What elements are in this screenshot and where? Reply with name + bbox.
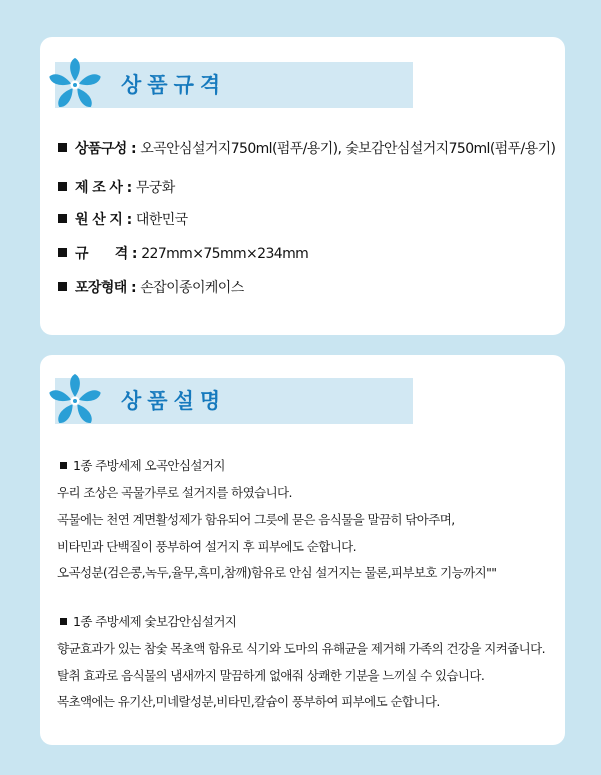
product1-line: 우리 조상은 곡물가루로 설거지를 하였습니다. bbox=[57, 485, 292, 500]
spec-label: 상품구성 bbox=[75, 141, 127, 157]
spec-row-packaging: 포장형태 : 손잡이종이케이스 bbox=[58, 277, 244, 297]
product1-line: 오곡성분(검은콩,녹두,율무,흑미,참깨)함유로 안심 설거지는 물론,피부보호 기능까지"" bbox=[57, 565, 497, 580]
spec-label: 포장형태 bbox=[75, 280, 127, 296]
spec-value: 오곡안심설거지750ml(펌푸/용기), 숯보감안심설거지750ml(펌푸/용기) bbox=[140, 141, 556, 157]
spec-row-origin: 원 산 지 : 대한민국 bbox=[58, 209, 188, 229]
bullet-square-icon bbox=[58, 282, 67, 291]
product1-title: 1종 주방세제 오곡안심설거지 bbox=[60, 456, 225, 474]
bullet-square-icon bbox=[58, 143, 67, 152]
product1-line: 곡물에는 천연 계면활성제가 함유되어 그릇에 묻은 음식물을 말끔히 닦아주며, bbox=[57, 512, 455, 527]
description-card bbox=[40, 355, 565, 745]
product1-line: 비타민과 단백질이 풍부하여 설거지 후 피부에도 순합니다. bbox=[57, 539, 357, 554]
description-title: 상품설명 bbox=[121, 389, 227, 413]
spec-title: 상품규격 bbox=[121, 73, 227, 97]
spec-label: 원 산 지 bbox=[75, 212, 123, 228]
product2-line: 목초액에는 유기산,미네랄성분,비타민,칼슘이 풍부하여 피부에도 순합니다. bbox=[57, 694, 440, 709]
spec-label: 규 격 bbox=[75, 246, 128, 262]
product2-line: 탈취 효과로 음식물의 냄새까지 말끔하게 없애줘 상쾌한 기분을 느끼실 수 있습니다. bbox=[57, 668, 485, 683]
product2-title: 1종 주방세제 숯보감안심설거지 bbox=[60, 612, 236, 630]
bullet-square-icon bbox=[58, 248, 67, 257]
spec-row-composition: 상품구성 : 오곡안심설거지750ml(펌푸/용기), 숯보감안심설거지750ml(펌푸/용기) bbox=[58, 138, 555, 158]
spec-header bbox=[55, 62, 413, 108]
bullet-square-icon bbox=[60, 618, 67, 625]
bullet-square-icon bbox=[58, 214, 67, 223]
spec-value: 무궁화 bbox=[135, 180, 175, 196]
spec-row-manufacturer: 제 조 사 : 무궁화 bbox=[58, 177, 175, 197]
bullet-square-icon bbox=[60, 462, 67, 469]
bullet-square-icon bbox=[58, 182, 67, 191]
spec-value: 대한민국 bbox=[135, 212, 188, 228]
spec-value: 227mm×75mm×234mm bbox=[141, 246, 309, 262]
spec-label: 제 조 사 bbox=[75, 180, 123, 196]
description-header bbox=[55, 378, 413, 424]
flower-icon bbox=[45, 55, 105, 115]
flower-icon bbox=[45, 371, 105, 431]
spec-value: 손잡이종이케이스 bbox=[140, 280, 244, 296]
spec-card bbox=[40, 37, 565, 335]
spec-row-dimensions: 규 격 : 227mm×75mm×234mm bbox=[58, 243, 308, 263]
product2-line: 향균효과가 있는 참숯 목초액 함유로 식기와 도마의 유해균을 제거해 가족의 건강을 지켜줍니다. bbox=[57, 641, 546, 656]
